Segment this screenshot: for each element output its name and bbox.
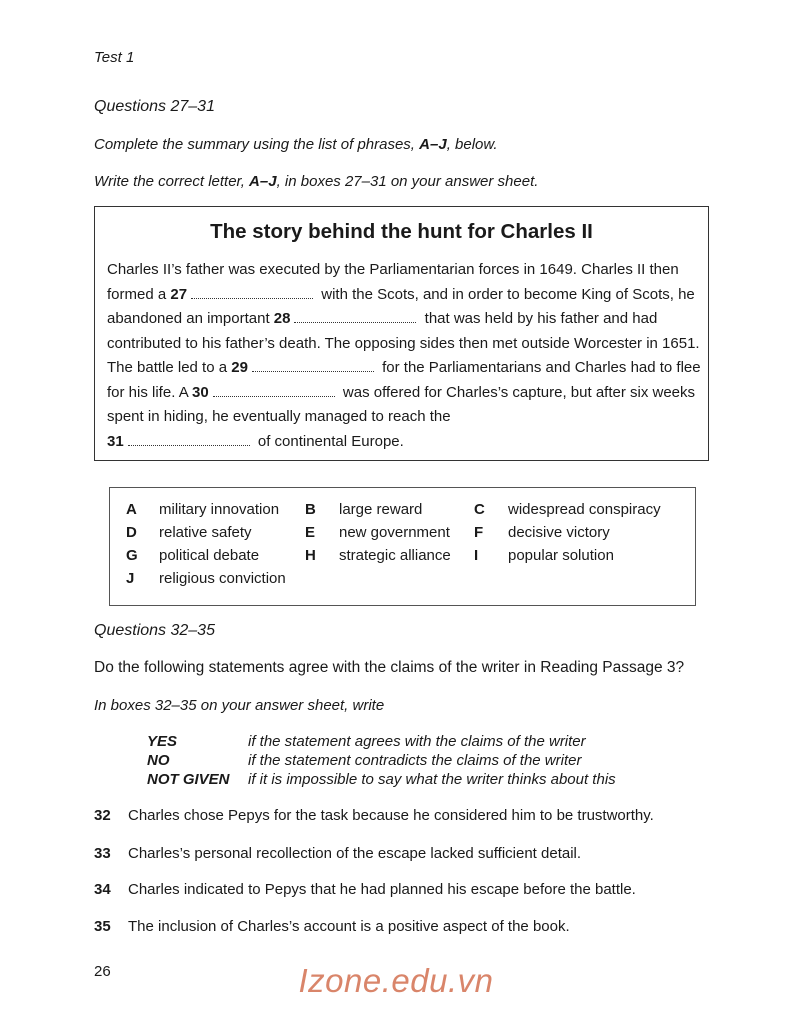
key-not-given-description: if it is impossible to say what the writer thinks about this bbox=[248, 771, 616, 788]
questions-27-31-heading: Questions 27–31 bbox=[94, 98, 215, 115]
gap-number-30: 30 bbox=[192, 383, 209, 401]
question-number-35: 35 bbox=[94, 918, 111, 935]
option-letter-h: H bbox=[305, 547, 316, 564]
questions-32-35-heading: Questions 32–35 bbox=[94, 622, 215, 639]
key-not-given: NOT GIVEN bbox=[147, 771, 230, 788]
summary-text: Charles II’s father was executed by the Parliamentarian forces in 1649. Charles II then formed a 27 with the Scots, and in order to become King of Scots, he abandoned an important 28 that was held by his father and had contributed to his father’s death. The opposing sides then met outside Worcester in 1651. The battle led to a 29 for the Parliamentarians and Charles had to flee for his life. A 30 was offered for Charles’s capture, but after six weeks spent in hiding, he eventually managed to reach the 31 of continental Europe. bbox=[107, 261, 701, 450]
page-number: 26 bbox=[94, 963, 111, 980]
option-text-a: military innovation bbox=[159, 501, 280, 518]
option-text-g: political debate bbox=[159, 547, 260, 564]
key-yes-description: if the statement agrees with the claims of the writer bbox=[248, 733, 586, 750]
question-text-32: Charles chose Pepys for the task because he considered him to be trustworthy. bbox=[128, 807, 654, 824]
option-letter-g: G bbox=[126, 547, 138, 564]
question-number-32: 32 bbox=[94, 807, 111, 824]
question-text-35: The inclusion of Charles’s account is a positive aspect of the book. bbox=[128, 918, 570, 935]
gap-number-31: 31 bbox=[107, 432, 124, 450]
gap-number-29: 29 bbox=[231, 359, 248, 376]
answer-gap-30[interactable] bbox=[213, 387, 335, 397]
answer-gap-31[interactable] bbox=[128, 436, 250, 446]
gap-number-27: 27 bbox=[170, 285, 188, 303]
option-text-e: new government bbox=[339, 524, 450, 541]
question-text-34: Charles indicated to Pepys that he had planned his escape before the battle. bbox=[128, 881, 636, 898]
option-text-f: decisive victory bbox=[508, 524, 610, 541]
question-number-34: 34 bbox=[94, 881, 111, 898]
gap-number-28: 28 bbox=[273, 310, 291, 327]
option-text-i: popular solution bbox=[508, 547, 614, 564]
option-text-d: relative safety bbox=[159, 524, 252, 541]
instruction-answer-sheet: In boxes 32–35 on your answer sheet, write bbox=[94, 697, 385, 714]
answer-gap-29[interactable] bbox=[252, 362, 374, 372]
instruction-complete-summary: Complete the summary using the list of phrases, A–J, below. bbox=[94, 136, 498, 153]
answer-gap-27[interactable] bbox=[191, 289, 313, 299]
phrase-options-box bbox=[109, 487, 696, 606]
option-letter-b: B bbox=[305, 501, 316, 518]
answer-gap-28[interactable] bbox=[294, 313, 416, 323]
key-yes: YES bbox=[147, 733, 178, 750]
option-letter-c: C bbox=[474, 501, 485, 518]
option-letter-i: I bbox=[474, 547, 479, 564]
instruction-write-letter: Write the correct letter, A–J, in boxes 27–31 on your answer sheet. bbox=[94, 173, 539, 190]
option-text-b: large reward bbox=[339, 501, 423, 518]
question-text-33: Charles’s personal recollection of the escape lacked sufficient detail. bbox=[128, 845, 582, 862]
test-label: Test 1 bbox=[94, 49, 135, 66]
summary-box bbox=[94, 206, 709, 461]
key-no: NO bbox=[147, 752, 170, 769]
instruction-agree-claims: Do the following statements agree with the claims of the writer in Reading Passage 3? bbox=[94, 659, 685, 676]
option-text-j: religious conviction bbox=[159, 570, 286, 587]
option-letter-e: E bbox=[305, 524, 316, 541]
question-number-33: 33 bbox=[94, 845, 111, 862]
option-text-h: strategic alliance bbox=[339, 547, 451, 564]
key-no-description: if the statement contradicts the claims of the writer bbox=[248, 752, 582, 769]
summary-title: The story behind the hunt for Charles II bbox=[210, 220, 593, 243]
option-letter-a: A bbox=[126, 501, 137, 518]
option-letter-d: D bbox=[126, 524, 137, 541]
option-letter-f: F bbox=[474, 524, 484, 541]
option-text-c: widespread conspiracy bbox=[508, 501, 661, 518]
option-letter-j: J bbox=[126, 570, 135, 587]
watermark: Izone.edu.vn bbox=[298, 962, 494, 999]
